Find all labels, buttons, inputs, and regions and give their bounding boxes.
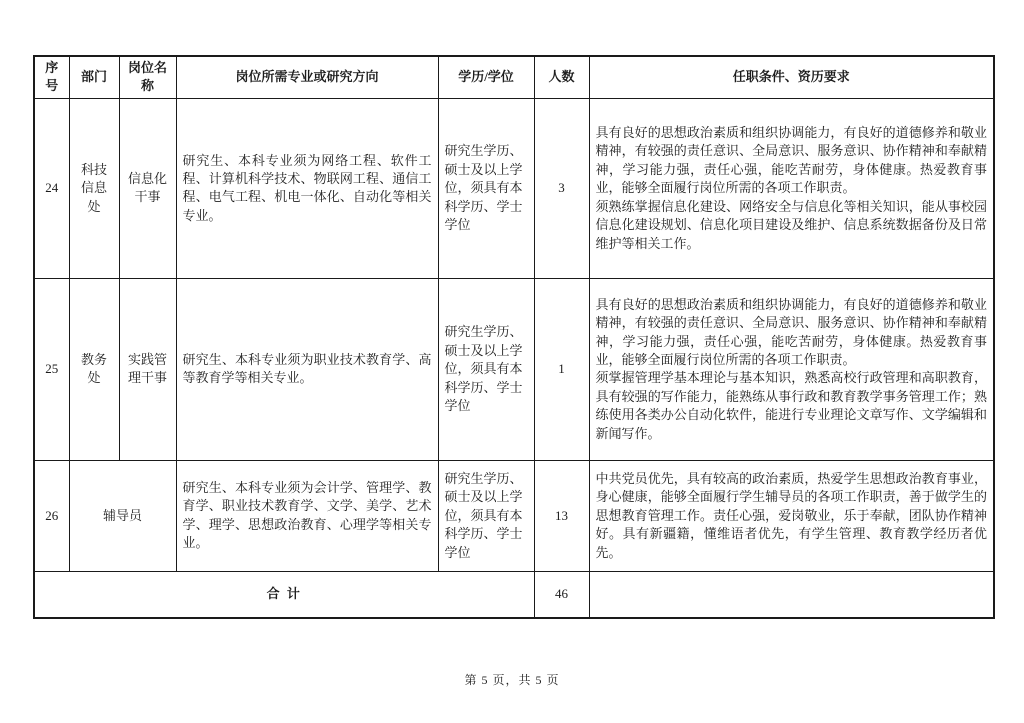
requirement-paragraph: 具有良好的思想政治素质和组织协调能力，有良好的道德修养和敬业精神，有较强的责任意识、全局意识、服务意识、协作精神和奉献精神，学习能力强，责任心强，能吃苦耐劳，身体健康。热爱教育事业，能够全面履行岗位所需的各项工作职责。 bbox=[595, 296, 987, 367]
total-count: 46 bbox=[534, 571, 589, 618]
cell-degree: 研究生学历、硕士及以上学位，须具有本科学历、学士学位 bbox=[438, 98, 534, 278]
header-degree: 学历/学位 bbox=[438, 56, 534, 98]
cell-requirements bbox=[589, 278, 994, 460]
requirement-paragraph: 须掌握管理学基本理论与基本知识，熟悉高校行政管理和高职教育，具有较强的写作能力，能熟练从事行政和教育教学事务管理工作；熟练使用各类办公自动化软件，能进行专业理论文章写作、文学编辑和新闻写作。 bbox=[595, 370, 987, 441]
cell-dept: 教务处 bbox=[69, 278, 119, 460]
cell-requirements bbox=[589, 98, 994, 278]
cell-dept: 科技信息处 bbox=[69, 98, 119, 278]
job-positions-table bbox=[33, 55, 995, 619]
cell-count: 13 bbox=[534, 460, 589, 571]
table-row bbox=[34, 278, 994, 460]
table-row bbox=[34, 98, 994, 278]
cell-position: 信息化干事 bbox=[119, 98, 176, 278]
cell-no: 26 bbox=[34, 460, 69, 571]
header-dept: 部门 bbox=[69, 56, 119, 98]
total-label: 合 计 bbox=[34, 571, 534, 618]
total-row bbox=[34, 571, 994, 618]
page-footer: 第 5 页，共 5 页 bbox=[464, 673, 560, 687]
requirement-paragraph: 须熟练掌握信息化建设、网络安全与信息化等相关知识，能从事校园信息化建设规划、信息化项目建设及维护、信息系统数据备份及日常维护等相关工作。 bbox=[595, 198, 987, 251]
cell-majors: 研究生、本科专业须为职业技术教育学、高等教育学等相关专业。 bbox=[176, 278, 438, 460]
header-position: 岗位名称 bbox=[119, 56, 176, 98]
cell-degree: 研究生学历、硕士及以上学位，须具有本科学历、学士学位 bbox=[438, 278, 534, 460]
header-majors: 岗位所需专业或研究方向 bbox=[176, 56, 438, 98]
table-header-row bbox=[34, 56, 994, 98]
cell-degree: 研究生学历、硕士及以上学位，须具有本科学历、学士学位 bbox=[438, 460, 534, 571]
cell-no: 25 bbox=[34, 278, 69, 460]
cell-no: 24 bbox=[34, 98, 69, 278]
header-no: 序号 bbox=[34, 56, 69, 98]
cell-majors: 研究生、本科专业须为会计学、管理学、教育学、职业技术教育学、文学、美学、艺术学、理学、思想政治教育、心理学等相关专业。 bbox=[176, 460, 438, 571]
cell-position: 实践管理干事 bbox=[119, 278, 176, 460]
header-requirements: 任职条件、资历要求 bbox=[589, 56, 994, 98]
requirement-paragraph: 具有良好的思想政治素质和组织协调能力，有良好的道德修养和敬业精神，有较强的责任意识、全局意识、服务意识、协作精神和奉献精神，学习能力强，责任心强，能吃苦耐劳，身体健康。热爱教育事业，能够全面履行岗位所需的各项工作职责。 bbox=[595, 124, 987, 196]
cell-majors: 研究生、本科专业须为网络工程、软件工程、计算机科学技术、物联网工程、通信工程、电气工程、机电一体化、自动化等相关专业。 bbox=[176, 98, 438, 278]
cell-count: 1 bbox=[534, 278, 589, 460]
cell-dept-position: 辅导员 bbox=[69, 460, 176, 571]
header-count: 人数 bbox=[534, 56, 589, 98]
table-row bbox=[34, 460, 994, 571]
requirement-paragraph: 中共党员优先，具有较高的政治素质，热爱学生思想政治教育事业，身心健康，能够全面履行学生辅导员的各项工作职责，善于做学生的思想教育管理工作。责任心强，爱岗敬业，乐于奉献，团队协作精神好。具有新疆籍，懂维语者优先，有学生管理、教育教学经历者优先。 bbox=[595, 470, 987, 560]
cell-count: 3 bbox=[534, 98, 589, 278]
total-requirements-empty bbox=[589, 571, 994, 618]
cell-requirements bbox=[589, 460, 994, 571]
